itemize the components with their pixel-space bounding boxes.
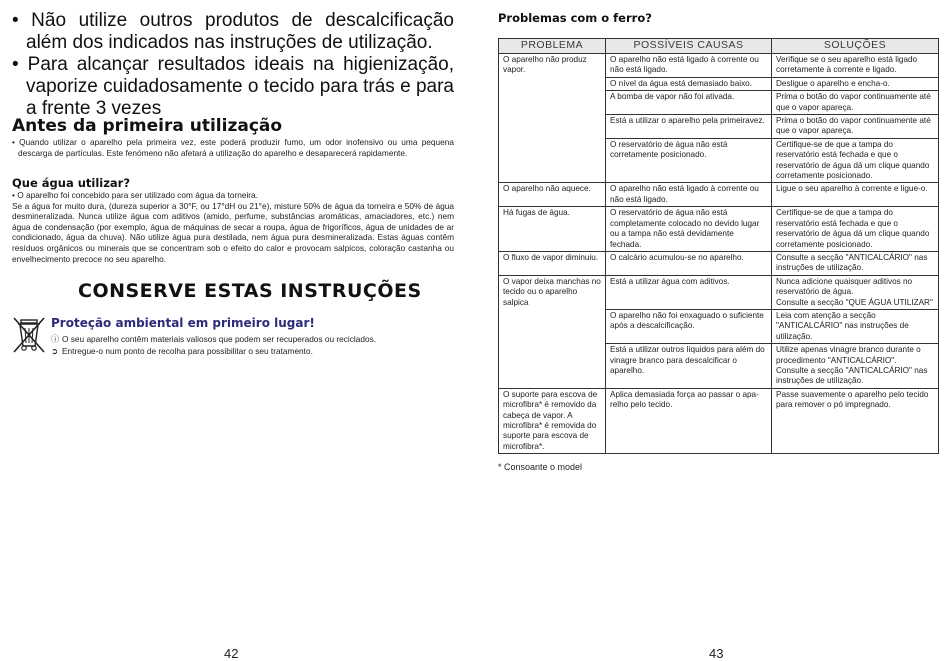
cause-cell: Está a utilizar o aparelho pela primeiravez. [606,115,772,139]
solution-cell: Nunca adicione quaisquer aditivos no reservatório de água. Consulte a secção "QUE ÁGUA UTILIZAR" [772,275,939,309]
cause-cell: Aplica demasiada força ao passar o apa-relho pelo tecido. [606,388,772,453]
solution-cell: Certifique-se de que a tampa do reservatório está fechada e que o reservatório de água dá um clique quando corretamente posicionado. [772,138,939,183]
top-bullets [12,10,454,120]
table-row [499,54,939,78]
table-row [499,275,939,309]
water-paragraph-2: Se a água for muito dura, (dureza superior a 30°F, ou 17°dH ou 21°e), misture 50% de água da torneira e 50% de água desmineralizada. Nunca utilize água com aditivos (amido, perfume, substâncias aromáticas, amaciadores, etc.) nem água de condensação (por exemplo, água de máquinas de secar a roupa, água de frigoríficos, água de unidades de ar condicionado, água da chuva). Não utilize água pura destilada, nem água pura desmineralizada. Estas águas contêm resíduos orgânicos ou minerais que se concentram sob o efeito do calor e provocam salpicos, coloração castanha ou envelhecimento precoce no seu aparelho. [12,200,454,264]
problem-cell: O aparelho não produz vapor. [499,54,606,183]
cause-cell: Está a utilizar água com aditivos. [606,275,772,309]
iron-problems-heading: Problemas com o ferro? [498,11,652,25]
recycle-arrow-icon: ➲ [51,346,58,356]
cause-cell: O aparelho não foi enxaguado o suficiente após a descalcificação. [606,309,772,343]
cause-cell: O nível da água está demasiado baixo. [606,77,772,90]
solution-cell: Ligue o seu aparelho à corrente e ligue-o. [772,183,939,207]
cause-cell: Está a utilizar outros líquidos para além do vinagre branco para descalcificar o aparelho. [606,344,772,389]
keep-instructions-heading: CONSERVE ESTAS INSTRUÇÕES [78,280,422,302]
troubleshooting-table [498,38,939,454]
environment-heading: Proteção ambiental em primeiro lugar! [51,316,315,330]
water-heading: Que água utilizar? [12,176,131,190]
problem-cell: O aparelho não aquece. [499,183,606,207]
environment-line-1-text: O seu aparelho contêm materiais valiosos que podem ser recuperados ou reciclados. [62,334,377,344]
cause-cell: O aparelho não está ligado à corrente ou não está ligado. [606,54,772,78]
bullet-steam-cleaning: • Para alcançar resultados ideais na higienização, vaporize cuidadosamente o tecido para trás e para a frente 3 vezes [12,54,454,119]
environment-line-2-text: Entregue-o num ponto de recolha para possibilitar o seu tratamento. [62,346,313,356]
solution-cell: Verifique se o seu aparelho está ligado corretamente à corrente e ligado. [772,54,939,78]
water-paragraph-1: • O aparelho foi concebido para ser utilizado com água da torneira. [12,190,258,200]
before-first-use-paragraph: • Quando utilizar o aparelho pela primeira vez, este poderá produzir fumo, um odor inofensivo ou uma pequena descarga de partículas. Este fenómeno não afetará a utilização do aparelho e desaparecerá rapidamente. [12,137,454,158]
table-header-row [499,39,939,54]
environment-line-2 [51,345,451,357]
crossed-bin-icon [12,316,46,354]
cause-cell: A bomba de vapor não foi ativada. [606,91,772,115]
cause-cell: O calcário acumulou-se no aparelho. [606,251,772,275]
cause-cell: O aparelho não está ligado à corrente ou não está ligado. [606,183,772,207]
header-problem: PROBLEMA [499,39,606,54]
solution-cell: Passe suavemente o aparelho pelo tecido para remover o pó impregnado. [772,388,939,453]
header-solutions: SOLUÇÕES [772,39,939,54]
problem-cell: O vapor deixa manchas no tecido ou o aparelho salpica [499,275,606,388]
solution-cell: Prima o botão do vapor continuamente até que o vapor apareça. [772,115,939,139]
problem-cell: O suporte para escova de microfibra* é removido da cabeça de vapor. A microfibra* é removida do suporte para escova de microfibra*. [499,388,606,453]
problem-cell: Há fugas de água. [499,207,606,252]
footnote: * Consoante o model [498,462,583,472]
before-first-use-text [12,137,454,158]
page-number-right: 43 [709,646,724,661]
info-icon: ⓘ [51,334,60,344]
before-first-use-heading: Antes da primeira utilização [12,116,283,136]
solution-cell: Consulte a secção "ANTICALCÁRIO" nas instruções de utilização. [772,251,939,275]
solution-cell: Prima o botão do vapor continuamente até que o vapor apareça. [772,91,939,115]
problem-cell: O fluxo de vapor diminuiu. [499,251,606,275]
table-row [499,251,939,275]
right-page [475,0,950,661]
cause-cell: O reservatório de água não está corretamente posicionado. [606,138,772,183]
page-number-left: 42 [224,646,239,661]
environment-text [51,333,451,357]
bullet-descaling: • Não utilize outros produtos de descalcificação além dos indicados nas instruções de utilização. [12,10,454,53]
solution-cell: Utilize apenas vinagre branco durante o procedimento "ANTICALCÁRIO". Consulte a secção "ANTICALCÁRIO" nas instruções de utilização. [772,344,939,389]
solution-cell: Desligue o aparelho e encha-o. [772,77,939,90]
water-text [12,190,454,264]
cause-cell: O reservatório de água não está completamente colocado no devido lugar ou a tampa não está devidamente fechada. [606,207,772,252]
header-causes: POSSÍVEIS CAUSAS [606,39,772,54]
table-row [499,388,939,453]
table-row [499,183,939,207]
environment-line-1 [51,333,451,345]
solution-cell: Certifique-se de que a tampa do reservatório está fechada e que o reservatório de água dá um clique quando corretamente posicionado. [772,207,939,252]
solution-cell: Leia com atenção a secção "ANTICALCÁRIO" nas instruções de utilização. [772,309,939,343]
table-row [499,207,939,252]
